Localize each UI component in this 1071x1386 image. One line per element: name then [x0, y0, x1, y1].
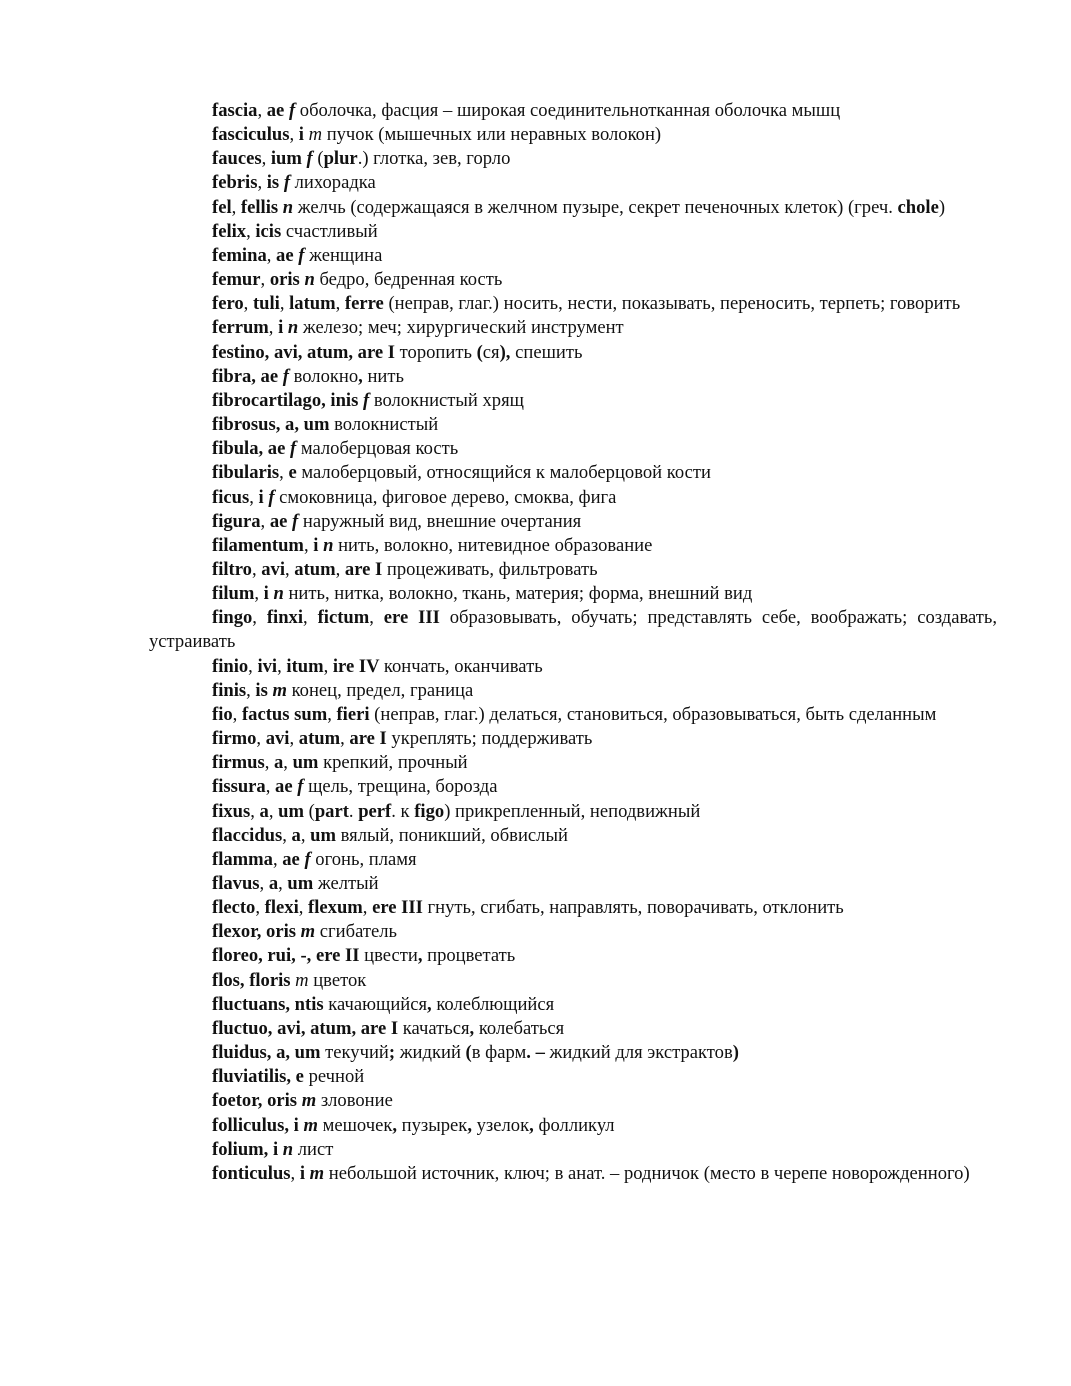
headword-text: a	[273, 752, 284, 774]
definition-text: ,	[255, 897, 265, 919]
gender-label: m	[300, 921, 320, 943]
headword-text: ae	[276, 244, 299, 266]
headword-text: ,	[417, 945, 428, 967]
dictionary-entry	[149, 268, 997, 292]
dictionary-entry	[149, 123, 997, 147]
definition-text: ,	[264, 752, 274, 774]
definition-text: нить, нитка, волокно, ткань, материя; форма, внешний вид	[288, 583, 753, 605]
dictionary-entry	[149, 99, 997, 123]
definition-text: железо; меч; хирургический инструмент	[302, 317, 624, 339]
headword-text: part	[314, 800, 349, 822]
definition-text: ,	[298, 897, 309, 919]
definition-text: ,	[340, 728, 350, 750]
gender-label: n	[282, 1138, 298, 1160]
gender-label: n	[304, 269, 320, 291]
dictionary-entry	[149, 437, 997, 461]
headword-text: ere III	[383, 607, 450, 629]
definition-text: ) прикрепленный, неподвижный	[444, 800, 701, 822]
gender-label: f	[282, 365, 294, 387]
headword-text: finis	[212, 679, 247, 701]
definition-text: ,	[323, 655, 333, 677]
definition-text: жидкий	[399, 1042, 466, 1064]
gender-label: m	[301, 1090, 321, 1112]
definition-text: огонь, пламя	[315, 848, 417, 870]
headword-text: finio	[212, 655, 249, 677]
headword-text: i	[263, 583, 274, 605]
definition-text: качаться	[402, 1017, 470, 1039]
definition-text: ,	[303, 534, 314, 556]
definition-text: кончать, оканчивать	[383, 655, 543, 677]
headword-text: i	[258, 486, 269, 508]
definition-text: счастливый	[285, 220, 378, 242]
definition-text: ,	[249, 486, 259, 508]
headword-text: is	[266, 172, 284, 194]
headword-text: fibula, ae	[212, 438, 290, 460]
definition-text: узелок	[476, 1114, 530, 1136]
definition-text: нить	[367, 365, 404, 387]
headword-text: fluctuo, avi, atum, are I	[212, 1017, 403, 1039]
headword-text: perf	[358, 800, 392, 822]
definition-text: крепкий, прочный	[323, 752, 468, 774]
headword-text: figo	[414, 800, 445, 822]
headword-text: finxi	[266, 607, 304, 629]
definition-text: зловоние	[320, 1090, 393, 1112]
definition-text: малоберцовая кость	[300, 438, 459, 460]
definition-text: торопить	[399, 341, 477, 363]
dictionary-entry	[149, 727, 997, 751]
definition-text: нить, волокно, нитевидное образование	[338, 534, 653, 556]
headword-text: atum	[294, 558, 336, 580]
gender-label: m	[272, 679, 292, 701]
headword-text: i	[299, 1162, 310, 1184]
definition-text: ,	[278, 873, 288, 894]
gender-label: m	[308, 124, 327, 146]
gender-label: m	[309, 1162, 329, 1184]
dictionary-entry	[149, 389, 997, 413]
definition-text: ,	[335, 293, 345, 315]
dictionary-entry	[149, 1114, 997, 1138]
headword-text: ,	[467, 1114, 477, 1136]
headword-text: figura	[212, 510, 261, 532]
definition-text: (неправ, глаг.) носить, нести, показывать, переносить, терпеть; говорить	[388, 293, 961, 315]
definition-text: ,	[279, 293, 290, 315]
definition-text: ,	[257, 172, 267, 194]
dictionary-entry	[149, 413, 997, 437]
definition-text: спешить	[515, 341, 583, 363]
headword-text: flavus	[212, 873, 260, 894]
headword-text: flexum	[308, 897, 363, 919]
definition-text: в фарм	[471, 1042, 527, 1064]
gender-label: f	[297, 776, 309, 798]
headword-text: ,	[392, 1114, 402, 1136]
headword-text: a	[268, 873, 279, 894]
headword-text: flecto	[212, 897, 256, 919]
headword-text: festino, avi, atum, are I	[212, 341, 400, 363]
definition-text: пузырек	[401, 1114, 468, 1136]
definition-text: ,	[282, 824, 292, 846]
dictionary-entry	[149, 775, 997, 799]
gender-label: n	[273, 583, 289, 605]
dictionary-entry	[149, 1138, 997, 1162]
headword-text: ae	[269, 510, 293, 532]
headword-text: ,	[427, 993, 437, 1015]
dictionary-page	[149, 99, 997, 1186]
definition-text: текучий	[325, 1042, 389, 1064]
definition-text: .) глотка, зев, горло	[357, 148, 511, 170]
dictionary-entry	[149, 582, 997, 606]
headword-text: fibrosus, a, um	[212, 414, 335, 436]
dictionary-entry	[149, 486, 997, 510]
headword-text: ;	[388, 1042, 400, 1064]
headword-text: ,	[358, 365, 368, 387]
dictionary-entry	[149, 655, 997, 679]
headword-text: ferrum	[212, 317, 269, 339]
dictionary-entry	[149, 171, 997, 195]
definition-text: волокнистый хрящ	[373, 389, 524, 411]
headword-text: icis	[255, 220, 286, 242]
headword-text: femina	[212, 244, 267, 266]
headword-text: ere III	[372, 897, 428, 919]
definition-text: ,	[256, 728, 266, 750]
headword-text: fibularis	[212, 462, 280, 484]
definition-text: ,	[279, 462, 289, 484]
dictionary-entry	[149, 558, 997, 582]
definition-text: цветок	[313, 969, 367, 991]
definition-text: ,	[362, 897, 373, 919]
definition-text: ,	[260, 269, 270, 291]
definition-text: ,	[303, 607, 318, 629]
headword-text: flos, floris	[212, 969, 296, 991]
definition-text: жидкий для экстрактов	[549, 1042, 733, 1064]
dictionary-entry	[149, 920, 997, 944]
headword-text: tuli	[252, 293, 280, 315]
gender-label: n	[323, 534, 339, 556]
definition-text: ,	[250, 800, 260, 822]
headword-text: (	[465, 1042, 472, 1064]
headword-text: ium	[270, 148, 307, 170]
headword-text: fibra, ae	[212, 365, 283, 387]
headword-text: fluviatilis, e	[212, 1066, 309, 1088]
headword-text: fieri	[336, 703, 375, 725]
definition-text: ,	[327, 703, 337, 725]
dictionary-entry	[149, 800, 997, 824]
dictionary-entry	[149, 1017, 997, 1041]
headword-text: fixus	[212, 800, 251, 822]
definition-text: ,	[259, 873, 269, 894]
headword-text: ),	[499, 341, 516, 363]
definition-text: ,	[289, 728, 299, 750]
headword-text: are I	[349, 728, 392, 750]
definition-text: ,	[232, 703, 242, 725]
dictionary-entry	[149, 220, 997, 244]
definition-text: речной	[308, 1066, 365, 1088]
definition-text: гнуть, сгибать, направлять, поворачивать, отклонить	[427, 897, 844, 919]
headword-text: um	[287, 873, 318, 894]
dictionary-entry	[149, 1089, 997, 1113]
definition-text: .	[348, 800, 359, 822]
headword-text: i	[278, 317, 288, 339]
gender-label: f	[298, 244, 310, 266]
headword-text: flexi	[264, 897, 299, 919]
headword-text: foetor, oris	[212, 1090, 302, 1112]
dictionary-entry	[149, 147, 997, 171]
gender-label: f	[283, 172, 295, 194]
headword-text: oris	[269, 269, 305, 291]
headword-text: fasciculus	[212, 124, 290, 146]
headword-text: fauces	[212, 148, 262, 170]
dictionary-entry	[149, 606, 997, 654]
gender-label: f	[304, 848, 316, 870]
gender-label: f	[292, 510, 303, 532]
headword-text: floreo, rui, -, ere II	[212, 945, 365, 967]
definition-text: ,	[261, 148, 271, 170]
definition-text: процветать	[427, 945, 516, 967]
definition-text: (	[317, 148, 324, 170]
headword-text: i	[313, 534, 324, 556]
gender-label: f	[288, 100, 300, 121]
dictionary-entry	[149, 292, 997, 316]
headword-text: flexor, oris	[212, 921, 301, 943]
definition-text: )	[938, 196, 946, 218]
dictionary-entry	[149, 316, 997, 340]
definition-text: ,	[266, 244, 277, 266]
headword-text: plur	[323, 148, 358, 170]
headword-text: factus sum	[241, 703, 328, 725]
gender-label: n	[282, 196, 298, 218]
definition-text: ,	[252, 607, 267, 629]
definition-text: бедро, бедренная кость	[319, 269, 503, 291]
dictionary-entry	[149, 1041, 997, 1065]
dictionary-entry	[149, 461, 997, 485]
definition-text: щель, трещина, борозда	[308, 776, 498, 798]
definition-text: смоковница, фиговое дерево, смоква, фига	[279, 486, 617, 508]
definition-text: (	[308, 800, 315, 822]
dictionary-entry	[149, 679, 997, 703]
definition-text: ,	[246, 679, 256, 701]
definition-text: ,	[300, 824, 311, 846]
definition-text: малоберцовый, относящийся к малоберцовой кости	[301, 462, 711, 484]
headword-text: )	[732, 1042, 739, 1064]
headword-text: atum	[298, 728, 341, 750]
headword-text: is	[255, 679, 273, 701]
headword-text: fero	[212, 293, 244, 315]
dictionary-entry	[149, 848, 997, 872]
headword-text: folliculus, i	[212, 1114, 304, 1136]
definition-text: ,	[265, 776, 276, 798]
gender-label: f	[290, 438, 301, 460]
definition-text: волокнистый	[334, 414, 439, 436]
definition-text: конец, предел, граница	[291, 679, 474, 701]
definition-text: ,	[248, 655, 258, 677]
headword-text: fissura	[212, 776, 266, 798]
definition-text: волокно	[293, 365, 359, 387]
definition-text: процеживать, фильтровать	[386, 558, 598, 580]
dictionary-entry	[149, 365, 997, 389]
definition-text: образовывать, обучать; представлять себе, воображать; создавать, устраивать	[149, 607, 998, 653]
dictionary-entry	[149, 341, 997, 365]
headword-text: ae	[275, 776, 298, 798]
gender-label: f	[362, 389, 374, 411]
definition-text: цвести	[364, 945, 418, 967]
headword-text: fingo	[212, 607, 253, 629]
definition-text: ,	[335, 558, 345, 580]
definition-text: сгибатель	[319, 921, 397, 943]
gender-label: f	[306, 148, 318, 170]
headword-text: filamentum	[212, 534, 304, 556]
gender-label: f	[268, 486, 280, 508]
definition-text: ,	[283, 752, 293, 774]
headword-text: a	[259, 800, 269, 822]
definition-text: наружный вид, внешние очертания	[302, 510, 582, 532]
definition-text: ,	[231, 196, 241, 218]
headword-text: flamma	[212, 848, 273, 870]
headword-text: e	[288, 462, 302, 484]
headword-text: ae	[266, 100, 289, 121]
definition-text: . к	[391, 800, 415, 822]
dictionary-entry	[149, 969, 997, 993]
headword-text: fluidus, a, um	[212, 1042, 326, 1064]
gender-label: n	[287, 317, 303, 339]
definition-text: небольшой источник, ключ; в анат. – родничок (место в черепе новорожденного)	[328, 1162, 970, 1184]
headword-text: fibrocartilago, inis	[212, 389, 363, 411]
headword-text: flaccidus	[212, 824, 283, 846]
definition-text: ,	[277, 655, 287, 677]
definition-text: ,	[260, 510, 270, 532]
definition-text: ,	[285, 558, 295, 580]
definition-text: ,	[243, 293, 253, 315]
headword-text: felix	[212, 220, 247, 242]
headword-text: are I	[344, 558, 387, 580]
headword-text: folium, i	[212, 1138, 283, 1160]
headword-text: fio	[212, 703, 233, 725]
dictionary-entry	[149, 824, 997, 848]
headword-text: filum	[212, 583, 255, 605]
definition-text: женщина	[309, 244, 383, 266]
headword-text: filtro	[212, 558, 252, 580]
dictionary-entry	[149, 751, 997, 775]
headword-text: um	[292, 752, 324, 774]
headword-text: ferre	[344, 293, 389, 315]
definition-text: оболочка, фасция – широкая соединительнотканная оболочка мышц	[299, 100, 841, 121]
dictionary-entry	[149, 1065, 997, 1089]
definition-text: ,	[272, 848, 283, 870]
dictionary-entry	[149, 534, 997, 558]
headword-text: febris	[212, 172, 258, 194]
headword-text: fonticulus	[212, 1162, 291, 1184]
definition-text: качающийся	[328, 993, 428, 1015]
headword-text: firmo	[212, 728, 257, 750]
definition-text: лист	[297, 1138, 334, 1160]
definition-text: вялый, поникший, обвислый	[340, 824, 568, 846]
definition-text: ,	[254, 583, 264, 605]
headword-text: um	[278, 800, 309, 822]
definition-text: ,	[251, 558, 262, 580]
definition-text: мешочек	[322, 1114, 393, 1136]
headword-text: ,	[469, 1017, 479, 1039]
dictionary-entry	[149, 896, 997, 920]
definition-text: ,	[246, 220, 256, 242]
headword-text: avi	[261, 558, 285, 580]
headword-text: fictum	[317, 607, 370, 629]
definition-text: пучок (мышечных или неравных волокон)	[326, 124, 662, 146]
dictionary-entry	[149, 993, 997, 1017]
definition-text: колебаться	[478, 1017, 565, 1039]
headword-text: itum	[286, 655, 324, 677]
definition-text: желтый	[317, 873, 379, 894]
definition-text: (неправ, глаг.) делаться, становиться, образовываться, быть сделанным	[374, 703, 937, 725]
headword-text: femur	[212, 269, 261, 291]
headword-text: fellis	[240, 196, 283, 218]
definition-text: ,	[268, 800, 279, 822]
gender-label: m	[303, 1114, 323, 1136]
headword-text: fel	[212, 196, 232, 218]
definition-text: фолликул	[538, 1114, 615, 1136]
dictionary-entry	[149, 944, 997, 968]
definition-text: ,	[290, 1162, 300, 1184]
dictionary-entry	[149, 703, 997, 727]
headword-text: . –	[526, 1042, 550, 1064]
headword-text: ae	[282, 848, 305, 870]
definition-text: желчь (содержащаяся в желчном пузыре, секрет печеночных клеток) (греч.	[297, 196, 898, 218]
gender-label: m	[295, 969, 314, 991]
definition-text: ся	[482, 341, 500, 363]
dictionary-entry	[149, 1162, 997, 1186]
headword-text: i	[298, 124, 309, 146]
definition-text: ,	[289, 124, 299, 146]
dictionary-entry	[149, 196, 997, 220]
definition-text: колеблющийся	[436, 993, 555, 1015]
headword-text: latum	[289, 293, 336, 315]
headword-text: avi	[265, 728, 290, 750]
headword-text: ire IV	[332, 655, 384, 677]
headword-text: firmus	[212, 752, 265, 774]
headword-text: ficus	[212, 486, 250, 508]
headword-text: (	[476, 341, 483, 363]
definition-text: ,	[369, 607, 384, 629]
headword-text: fluctuans, ntis	[212, 993, 329, 1015]
dictionary-entry	[149, 510, 997, 534]
definition-text: ,	[257, 100, 267, 121]
headword-text: a	[291, 824, 301, 846]
headword-text: chole	[897, 196, 939, 218]
definition-text: лихорадка	[294, 172, 376, 194]
definition-text: укреплять; поддерживать	[391, 728, 593, 750]
headword-text: um	[310, 824, 341, 846]
dictionary-entry	[149, 244, 997, 268]
dictionary-entry	[149, 872, 997, 896]
headword-text: fascia	[212, 100, 258, 121]
headword-text: ivi	[257, 655, 278, 677]
definition-text: ,	[268, 317, 279, 339]
headword-text: ,	[529, 1114, 539, 1136]
